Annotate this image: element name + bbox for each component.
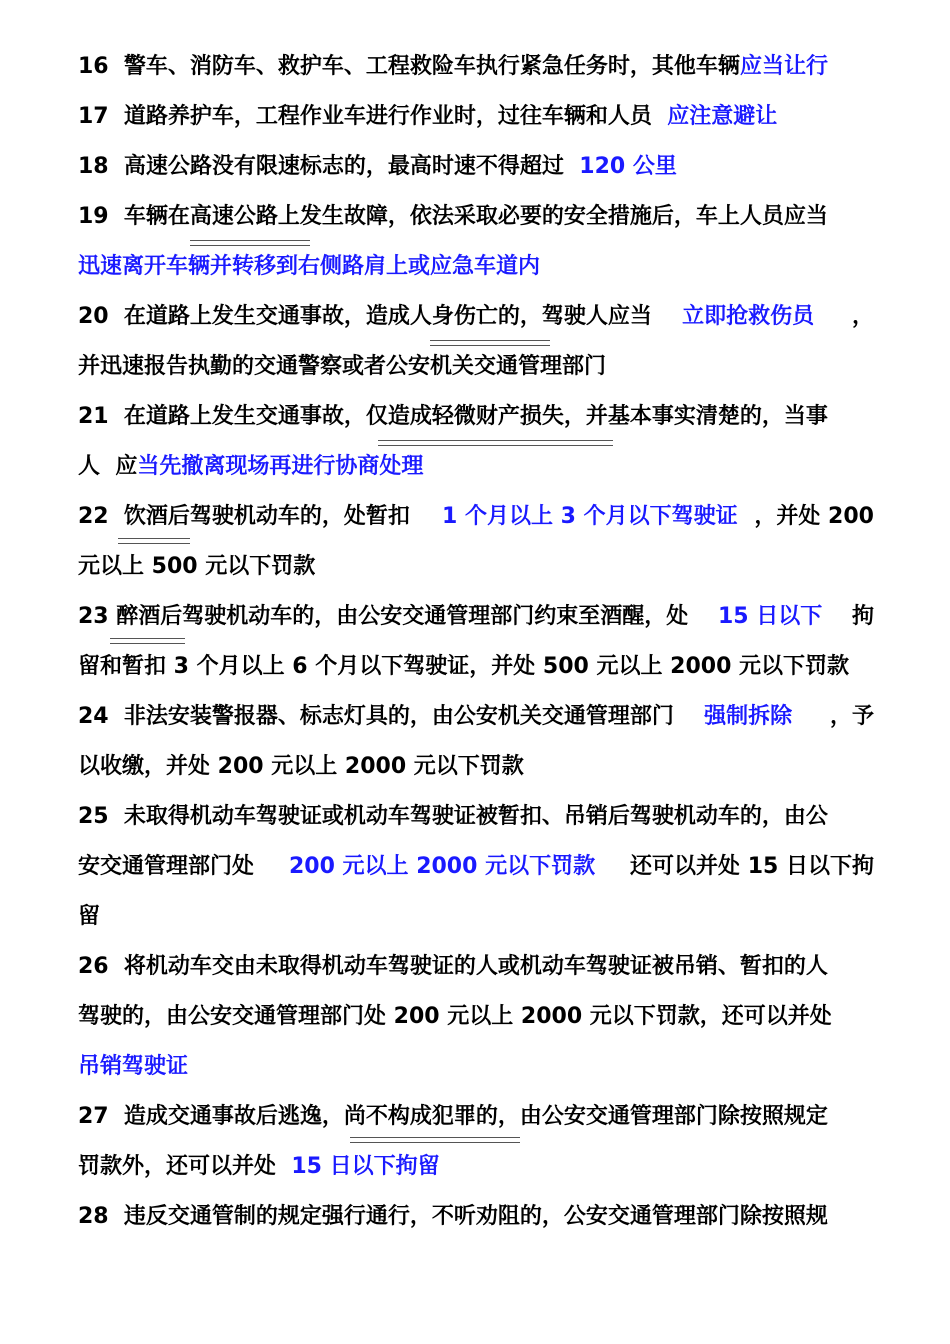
text-line	[78, 803, 874, 831]
text-segment: 18 高速公路没有限速标志的，最高时速不得超过	[78, 154, 580, 179]
underline-mark	[118, 538, 190, 544]
text-segment: ，	[829, 304, 874, 329]
text-segment: 罚款外，还可以并处	[78, 1154, 292, 1179]
text-segment: 留和暂扣 3 个月以上 6 个月以下驾驶证，并处 500 元以上 2000 元以下罚款	[78, 654, 850, 679]
answer-highlight: 吊销驾驶证	[78, 1054, 189, 1079]
text-line	[78, 853, 874, 881]
text-segment: 留	[78, 904, 101, 929]
text-segment: 拘	[836, 604, 874, 629]
text-line	[78, 353, 874, 381]
text-line	[78, 503, 874, 531]
text-line	[78, 603, 874, 631]
answer-highlight: 200 元以上 2000 元以下罚款	[288, 854, 596, 879]
text-line	[78, 53, 874, 81]
text-line	[78, 453, 874, 481]
text-segment: 28 违反交通管制的规定强行通行，不听劝阻的，公安交通管理部门除按照规	[78, 1204, 828, 1229]
answer-highlight: 应当让行	[739, 54, 828, 79]
answer-highlight: 当先撤离现场再进行协商处理	[137, 454, 424, 479]
text-segment: 22 饮酒后驾驶机动车的，处暂扣	[78, 504, 426, 529]
text-segment: 19 车辆在高速公路上发生故障，依法采取必要的安全措施后，车上人员应当	[78, 204, 828, 229]
text-line	[78, 1003, 874, 1031]
text-segment: 21 在道路上发生交通事故，仅造成轻微财产损失，并基本事实清楚的，当事	[78, 404, 828, 429]
text-line	[78, 303, 874, 331]
text-segment: 26 将机动车交由未取得机动车驾驶证的人或机动车驾驶证被吊销、暂扣的人	[78, 954, 828, 979]
answer-highlight: 应注意避让	[667, 104, 778, 129]
text-segment: 以收缴，并处 200 元以上 2000 元以下罚款	[78, 754, 524, 779]
underline-mark	[350, 1137, 520, 1143]
text-line	[78, 953, 874, 981]
answer-highlight: 120 公里	[579, 154, 677, 179]
text-line	[78, 203, 874, 231]
text-line	[78, 153, 874, 181]
text-line	[78, 903, 874, 931]
text-line	[78, 403, 874, 431]
text-line	[78, 1153, 874, 1181]
text-segment: 并迅速报告执勤的交通警察或者公安机关交通管理部门	[78, 354, 607, 379]
text-line	[78, 1203, 874, 1231]
text-segment: 23 醉酒后驾驶机动车的，由公安交通管理部门约束至酒醒，处	[78, 604, 704, 629]
text-segment: ，并处 200	[754, 504, 874, 529]
text-segment: 元以上 500 元以下罚款	[78, 554, 316, 579]
text-segment: 24 非法安装警报器、标志灯具的，由公安机关交通管理部门	[78, 704, 690, 729]
underline-mark	[378, 440, 613, 446]
text-segment: 人 应	[78, 454, 138, 479]
text-line	[78, 1053, 874, 1081]
text-line	[78, 253, 874, 281]
answer-highlight: 强制拆除	[704, 704, 793, 729]
underline-mark	[430, 340, 550, 346]
answer-highlight: 15 日以下	[718, 604, 823, 629]
text-segment: 驾驶的，由公安交通管理部门处 200 元以上 2000 元以下罚款，还可以并处	[78, 1004, 832, 1029]
text-segment: 安交通管理部门处	[78, 854, 270, 879]
text-segment: 25 未取得机动车驾驶证或机动车驾驶证被暂扣、吊销后驾驶机动车的，由公	[78, 804, 828, 829]
text-segment: 17 道路养护车，工程作业车进行作业时，过往车辆和人员	[78, 104, 668, 129]
underline-mark	[110, 638, 185, 644]
text-line	[78, 103, 874, 131]
underline-mark	[190, 240, 310, 246]
text-segment: ，予	[807, 704, 874, 729]
answer-highlight: 立即抢救伤员	[682, 304, 815, 329]
text-segment: 27 造成交通事故后逃逸，尚不构成犯罪的，由公安交通管理部门除按照规定	[78, 1104, 828, 1129]
text-line	[78, 553, 874, 581]
answer-highlight: 1 个月以上 3 个月以下驾驶证	[442, 504, 738, 529]
text-line	[78, 703, 874, 731]
answer-highlight: 15 日以下拘留	[291, 1154, 440, 1179]
text-line	[78, 753, 874, 781]
text-segment: 16 警车、消防车、救护车、工程救险车执行紧急任务时，其他车辆	[78, 54, 740, 79]
text-segment: 还可以并处 15 日以下拘	[614, 854, 874, 879]
text-segment: 20 在道路上发生交通事故，造成人身伤亡的，驾驶人应当	[78, 304, 668, 329]
answer-highlight: 迅速离开车辆并转移到右侧路肩上或应急车道内	[78, 254, 541, 279]
text-line	[78, 653, 874, 681]
text-line	[78, 1103, 874, 1131]
